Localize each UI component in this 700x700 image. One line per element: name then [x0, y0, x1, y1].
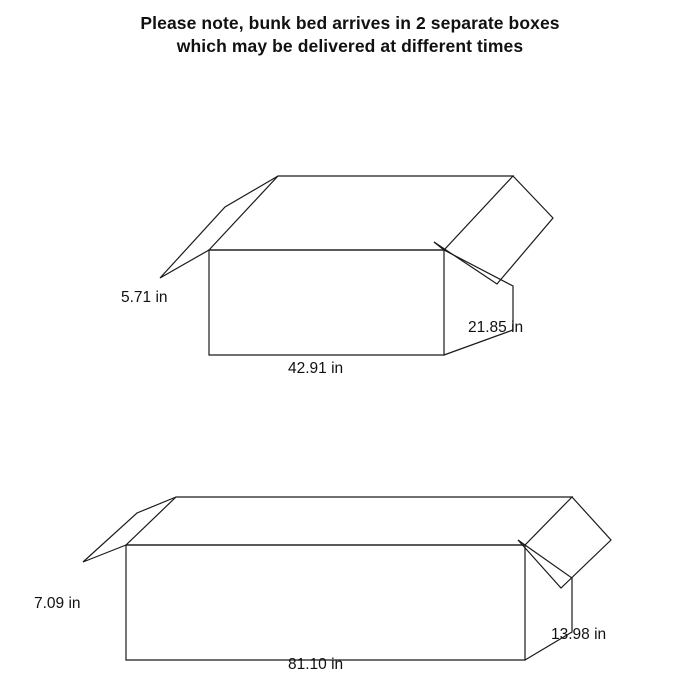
- box-2-front-face: [126, 545, 525, 660]
- box-1-right-flap-crease: [434, 242, 444, 250]
- box-2-illustration: [83, 497, 611, 660]
- box-1-width-label: 42.91 in: [288, 360, 344, 377]
- box-1-height-label: 5.71 in: [121, 289, 168, 306]
- packaging-note-line-1: Please note, bunk bed arrives in 2 separate boxes: [140, 13, 560, 33]
- box-2-height-label: 7.09 in: [34, 595, 81, 612]
- packaging-note-line-2: which may be delivered at different times: [176, 36, 524, 57]
- box-2-width-label: 81.10 in: [288, 656, 344, 673]
- box-1-depth-label: 21.85 in: [468, 319, 524, 336]
- box-1-front-face: [209, 250, 444, 355]
- box-1-side-face: [444, 250, 513, 355]
- box-2-left-flap: [83, 497, 176, 562]
- box-1-left-flap: [160, 176, 278, 278]
- box-2-top-face: [126, 497, 572, 545]
- box-2-right-flap: [518, 497, 611, 588]
- box-1-right-flap: [434, 176, 553, 284]
- box-2-depth-label: 13.98 in: [551, 626, 607, 643]
- box-1-top-face: [209, 176, 513, 250]
